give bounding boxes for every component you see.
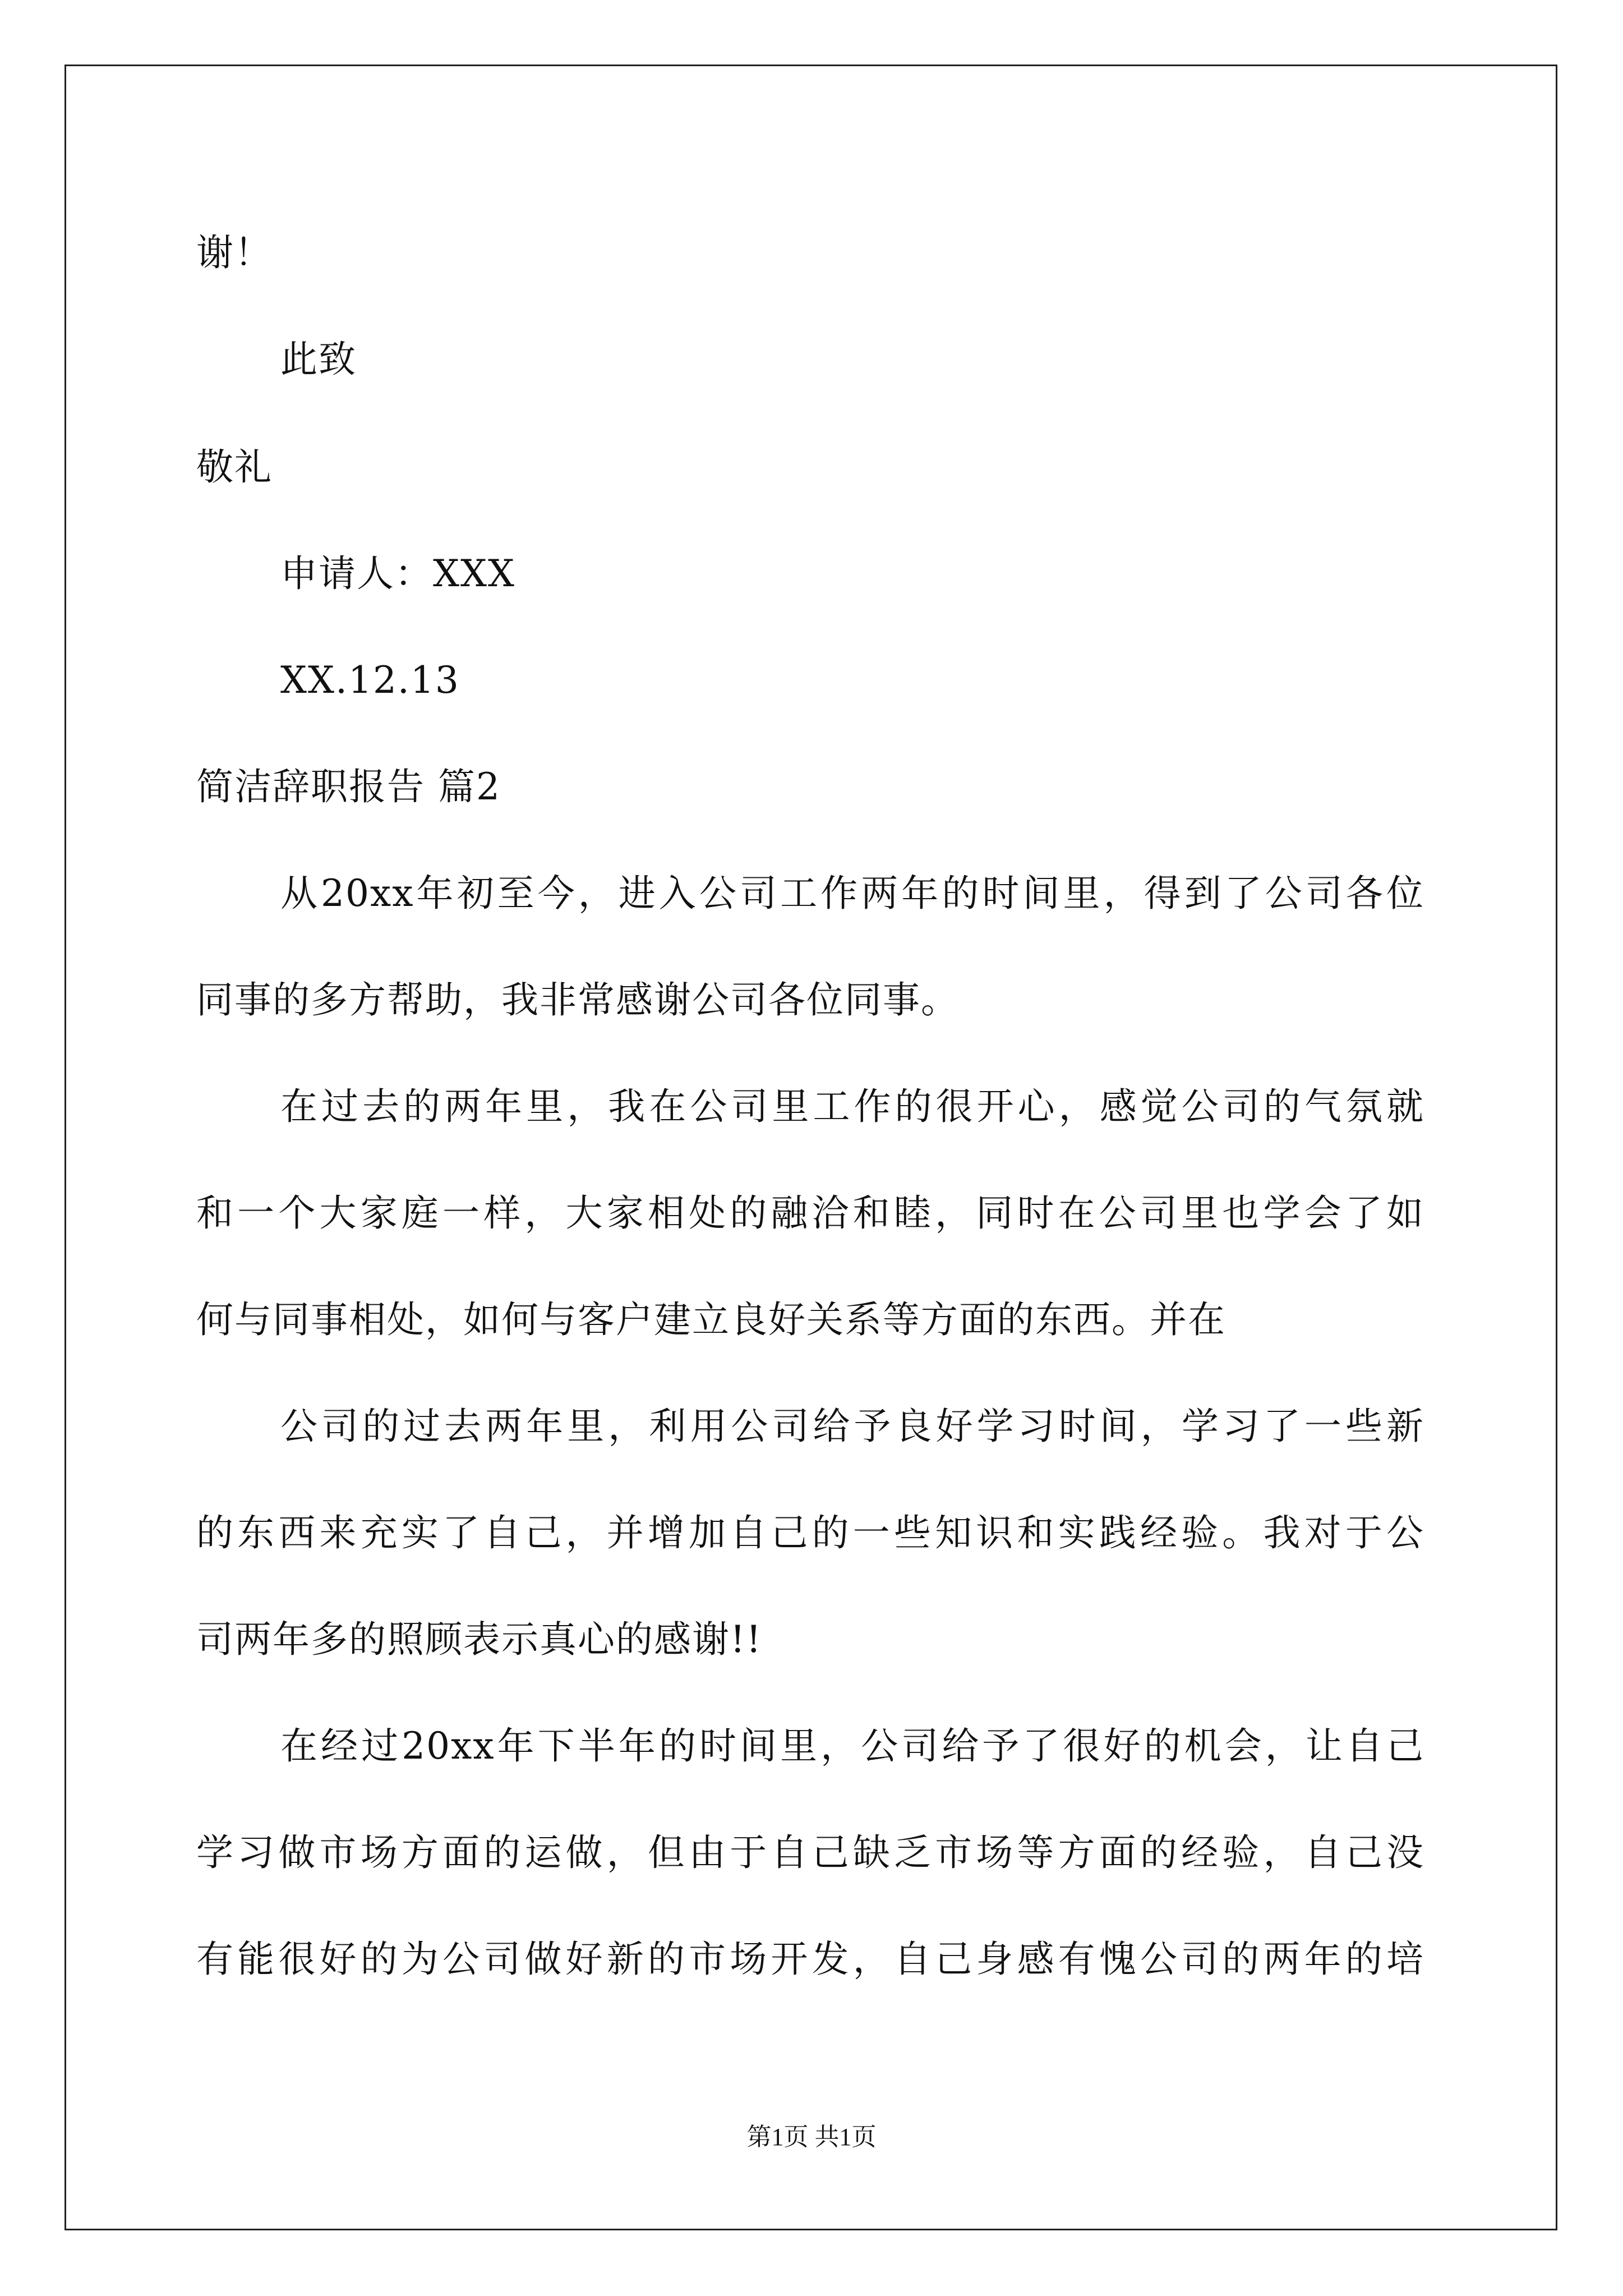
paragraph-2-line-1: 在过去的两年里，我在公司里工作的很开心，感觉公司的气氛就	[280, 1085, 1424, 1128]
applicant-line: 申请人：XXX	[280, 552, 515, 595]
paragraph-3-line-1: 公司的过去两年里，利用公司给予良好学习时间，学习了一些新	[280, 1405, 1424, 1448]
page-border	[64, 65, 1557, 2230]
closing-thanks: 谢！	[196, 231, 273, 274]
paragraph-3-line-3: 司两年多的照顾表示真心的感谢!!	[196, 1618, 763, 1661]
date-line: XX.12.13	[280, 659, 460, 702]
paragraph-1-line-1: 从20xx年初至今，进入公司工作两年的时间里，得到了公司各位	[280, 872, 1424, 915]
paragraph-4-line-2: 学习做市场方面的运做，但由于自己缺乏市场等方面的经验，自己没	[196, 1831, 1424, 1874]
section-heading: 简洁辞职报告 篇2	[196, 765, 501, 808]
salutation-jingli: 敬礼	[196, 445, 273, 489]
page-footer: 第1页 共1页	[746, 2123, 877, 2151]
paragraph-2-line-3: 何与同事相处，如何与客户建立良好关系等方面的东西。并在	[196, 1298, 1226, 1341]
salutation-cizhi: 此致	[280, 338, 357, 381]
paragraph-3-line-2: 的东西来充实了自己，并增加自己的一些知识和实践经验。我对于公	[196, 1511, 1424, 1554]
paragraph-4-line-1: 在经过20xx年下半年的时间里，公司给予了很好的机会，让自己	[280, 1724, 1424, 1768]
paragraph-4-line-3: 有能很好的为公司做好新的市场开发，自己身感有愧公司的两年的培	[196, 1938, 1424, 1981]
paragraph-1-line-2: 同事的多方帮助，我非常感谢公司各位同事。	[196, 978, 959, 1022]
paragraph-2-line-2: 和一个大家庭一样，大家相处的融洽和睦，同时在公司里也学会了如	[196, 1191, 1424, 1235]
